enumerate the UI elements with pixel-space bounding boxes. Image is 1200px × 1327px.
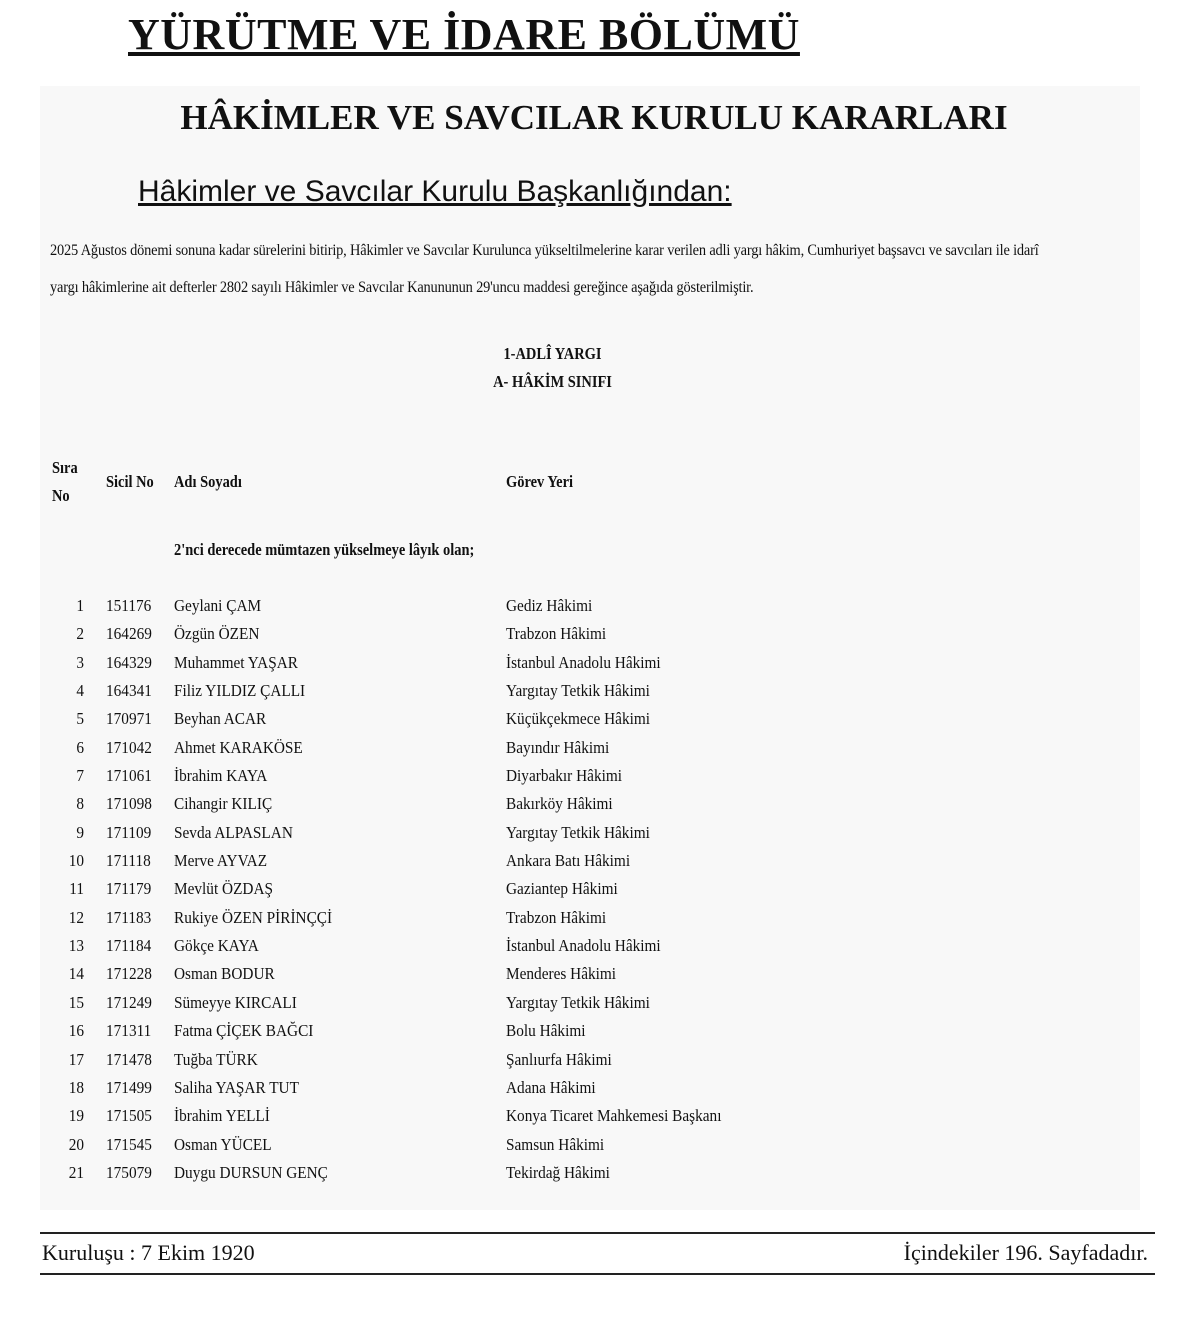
table-row: [0, 620, 1200, 648]
row-sicil-no: 171478: [106, 1049, 152, 1069]
row-number: 3: [76, 652, 84, 672]
table-row: [0, 989, 1200, 1017]
table-row: [0, 649, 1200, 677]
row-number: 5: [76, 709, 84, 729]
row-number: 15: [68, 992, 84, 1012]
row-place: Bayındır Hâkimi: [506, 737, 610, 757]
row-number: 8: [76, 794, 84, 814]
row-name: İbrahim YELLİ: [174, 1106, 270, 1126]
row-name: Osman YÜCEL: [174, 1134, 272, 1154]
row-name: Tuğba TÜRK: [174, 1049, 258, 1069]
row-number: 9: [76, 822, 84, 842]
row-sicil-no: 170971: [106, 709, 152, 729]
table-row: [0, 847, 1200, 875]
row-place: Adana Hâkimi: [506, 1077, 596, 1097]
intro-paragraph: 2025 Ağustos dönemi sonuna kadar sürelerini bitirip, Hâkimler ve Savcılar Kurulunca yükseltilmelerine karar verilen adli yargı hâkim, Cumhuriyet başsavcı ve savcıları ile idarî yargı hâkimlerine ait defterler 2802 sayılı Hâkimler ve Savcılar Kanununun 29'uncu maddesi gereğince aşağıda gösterilmiştir.: [50, 242, 1039, 296]
table-row: [0, 904, 1200, 932]
table-row: [0, 762, 1200, 790]
table-row: [0, 1017, 1200, 1045]
row-number: 17: [68, 1049, 84, 1069]
row-place: İstanbul Anadolu Hâkimi: [506, 652, 661, 672]
table-row: [0, 790, 1200, 818]
row-place: Konya Ticaret Mahkemesi Başkanı: [506, 1106, 722, 1126]
row-sicil-no: 171311: [106, 1021, 152, 1041]
row-place: Yargıtay Tetkik Hâkimi: [506, 681, 650, 701]
board-title: HÂKİMLER VE SAVCILAR KURULU KARARLARI: [180, 98, 1008, 137]
row-name: Geylani ÇAM: [174, 596, 262, 615]
row-name: Merve AYVAZ: [174, 851, 268, 871]
column-header-sira-no: [52, 454, 78, 510]
row-number: 18: [68, 1077, 84, 1097]
row-name: Cihangir KILIÇ: [174, 794, 273, 814]
row-sicil-no: 171228: [106, 964, 152, 984]
row-sicil-no: 171545: [106, 1134, 152, 1154]
row-name: Beyhan ACAR: [174, 709, 267, 729]
column-header-name: Adı Soyadı: [174, 472, 242, 491]
row-name: Osman BODUR: [174, 964, 275, 984]
row-name: Duygu DURSUN GENÇ: [174, 1162, 328, 1182]
table-row: [0, 1131, 1200, 1159]
row-sicil-no: 171505: [106, 1106, 152, 1126]
row-place: Yargıtay Tetkik Hâkimi: [506, 992, 650, 1012]
table-row: [0, 1159, 1200, 1187]
column-header-sira-line2: No: [52, 486, 70, 505]
row-name: Saliha YAŞAR TUT: [174, 1077, 299, 1097]
row-number: 12: [68, 907, 84, 927]
row-place: Diyarbakır Hâkimi: [506, 766, 623, 786]
row-number: 14: [68, 964, 84, 984]
table-subheading: 2'nci derecede mümtazen yükselmeye lâyık olan;: [174, 540, 475, 559]
row-place: Gediz Hâkimi: [506, 596, 593, 615]
row-place: Menderes Hâkimi: [506, 964, 617, 984]
presidency-heading: Hâkimler ve Savcılar Kurulu Başkanlığından:: [138, 175, 732, 208]
table-row: [0, 819, 1200, 847]
table-row: [0, 932, 1200, 960]
row-number: 7: [76, 766, 84, 786]
column-header-sicil-no: Sicil No: [106, 472, 154, 491]
row-number: 21: [68, 1162, 84, 1182]
row-place: Bolu Hâkimi: [506, 1021, 586, 1041]
section-title: YÜRÜTME VE İDARE BÖLÜMÜ: [128, 10, 800, 59]
row-place: Gaziantep Hâkimi: [506, 879, 618, 899]
row-place: İstanbul Anadolu Hâkimi: [506, 936, 661, 956]
row-number: 2: [76, 624, 84, 644]
row-sicil-no: 171109: [106, 822, 152, 842]
row-sicil-no: 164329: [106, 652, 152, 672]
row-name: İbrahim KAYA: [174, 766, 268, 786]
row-number: 19: [68, 1106, 84, 1126]
footer-founded: Kuruluşu : 7 Ekim 1920: [42, 1240, 255, 1265]
row-name: Sevda ALPASLAN: [174, 822, 293, 842]
row-sicil-no: 164341: [106, 681, 152, 701]
row-place: Tekirdağ Hâkimi: [506, 1162, 610, 1182]
row-place: Bakırköy Hâkimi: [506, 794, 613, 814]
row-place: Trabzon Hâkimi: [506, 624, 607, 644]
table-row: [0, 1074, 1200, 1102]
table-row: [0, 1046, 1200, 1074]
row-name: Muhammet YAŞAR: [174, 652, 298, 672]
row-name: Rukiye ÖZEN PİRİNÇÇİ: [174, 907, 333, 927]
row-name: Filiz YILDIZ ÇALLI: [174, 681, 306, 701]
row-place: Yargıtay Tetkik Hâkimi: [506, 822, 650, 842]
column-header-sira-line1: Sıra: [52, 458, 78, 477]
row-sicil-no: 175079: [106, 1162, 152, 1182]
table-row: [0, 677, 1200, 705]
row-number: 13: [68, 936, 84, 956]
row-place: Ankara Batı Hâkimi: [506, 851, 631, 871]
row-number: 16: [68, 1021, 84, 1041]
category-judiciary: 1-ADLÎ YARGI: [503, 344, 602, 363]
row-place: Trabzon Hâkimi: [506, 907, 607, 927]
row-sicil-no: 171183: [106, 907, 152, 927]
row-number: 11: [69, 879, 84, 899]
footer-rule-bottom: [40, 1273, 1155, 1275]
row-number: 10: [68, 851, 84, 871]
row-name: Ahmet KARAKÖSE: [174, 737, 303, 757]
row-sicil-no: 171249: [106, 992, 152, 1012]
row-sicil-no: 171061: [106, 766, 152, 786]
row-sicil-no: 171499: [106, 1077, 152, 1097]
row-name: Gökçe KAYA: [174, 936, 259, 956]
table-row: [0, 592, 1200, 620]
row-sicil-no: 164269: [106, 624, 152, 644]
row-number: 6: [76, 737, 84, 757]
table-row: [0, 875, 1200, 903]
table-row: [0, 734, 1200, 762]
row-name: Fatma ÇİÇEK BAĞCI: [174, 1021, 314, 1041]
row-number: 1: [76, 596, 84, 615]
row-number: 4: [76, 681, 84, 701]
row-number: 20: [68, 1134, 84, 1154]
row-place: Samsun Hâkimi: [506, 1134, 605, 1154]
row-place: Küçükçekmece Hâkimi: [506, 709, 651, 729]
row-sicil-no: 171118: [106, 851, 151, 871]
table-row: [0, 1102, 1200, 1130]
table-row: [0, 960, 1200, 988]
table-row: [0, 705, 1200, 733]
row-sicil-no: 171098: [106, 794, 152, 814]
footer-contents-page: İçindekiler 196. Sayfadadır.: [903, 1240, 1148, 1265]
row-sicil-no: 171184: [106, 936, 152, 956]
category-judge-class: A- HÂKİM SINIFI: [493, 372, 612, 391]
column-header-place: Görev Yeri: [506, 472, 574, 491]
row-name: Sümeyye KIRCALI: [174, 992, 297, 1012]
row-place: Şanlıurfa Hâkimi: [506, 1049, 612, 1069]
row-sicil-no: 171179: [106, 879, 152, 899]
row-sicil-no: 171042: [106, 737, 152, 757]
row-sicil-no: 151176: [106, 596, 152, 615]
judge-list: [0, 592, 1200, 1187]
row-name: Özgün ÖZEN: [174, 624, 260, 644]
row-name: Mevlüt ÖZDAŞ: [174, 879, 274, 899]
footer-rule-top: [40, 1232, 1155, 1234]
